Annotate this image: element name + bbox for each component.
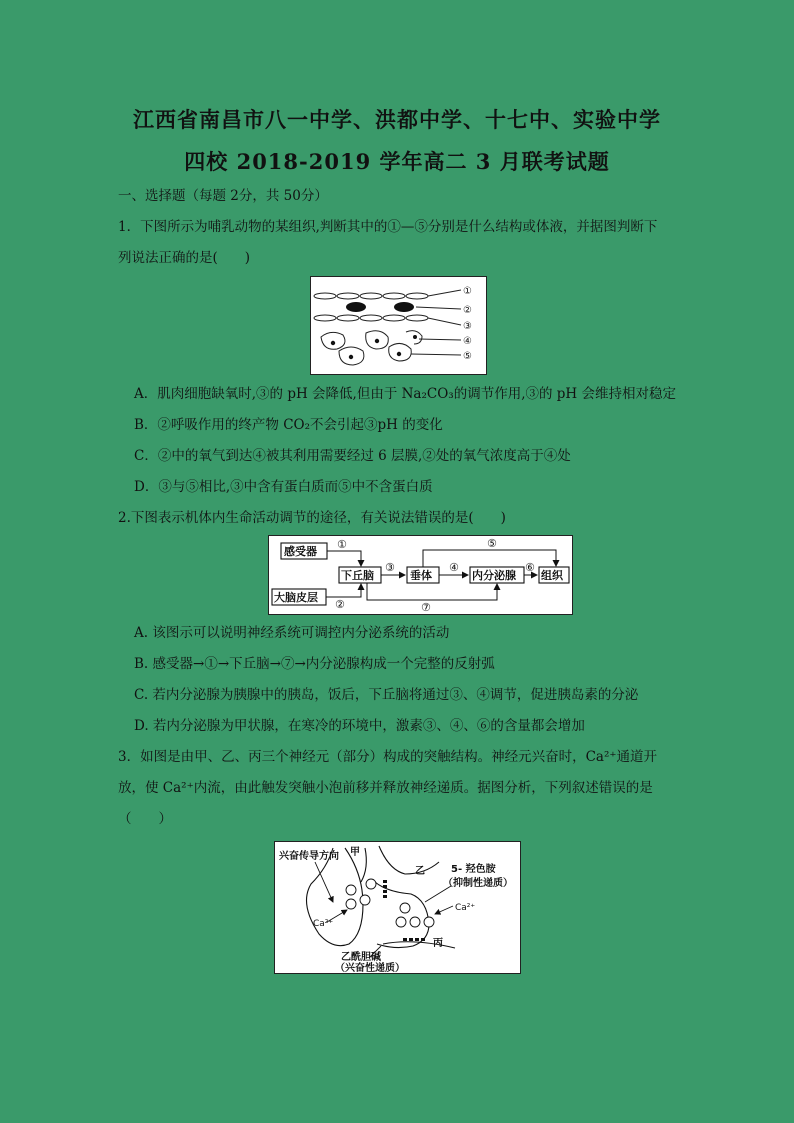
label-ach-note: （兴奋性递质）	[335, 963, 405, 973]
q2-option-a: A. 该图示可以说明神经系统可调控内分泌系统的活动	[134, 625, 450, 641]
q1-tissue-figure	[310, 276, 487, 375]
title-line-2: 四校 2018-2019 学年高二 3 月联考试题	[184, 149, 610, 174]
q2-option-d: D. 若内分泌腺为甲状腺，在寒冷的环境中，激素③、④、⑥的含量都会增加	[134, 718, 585, 734]
label-direction: 兴奋传导方向	[279, 851, 339, 862]
label-bing: 丙	[433, 938, 443, 949]
box-hypothalamus: 下丘脑	[341, 569, 374, 582]
q3-stem-line-1: 3．如图是由甲、乙、丙三个神经元（部分）构成的突触结构。神经元兴奋时，Ca²⁺通道开	[118, 749, 658, 765]
q1-option-c: C．②中的氧气到达④被其利用需要经过 6 层膜,②处的氧气浓度高于④处	[134, 448, 571, 464]
label-4: ④	[463, 336, 472, 347]
arrow-4: ④	[449, 561, 459, 574]
q1-option-a: A．肌肉细胞缺氧时,③的 pH 会降低,但由于 Na₂CO₃的调节作用,③的 pH 会维持相对稳定	[134, 386, 676, 402]
box-receptor: 感受器	[284, 545, 317, 558]
q2-option-b: B. 感受器→①→下丘脑→⑦→内分泌腺构成一个完整的反射弧	[134, 656, 495, 672]
q1-option-b: B．②呼吸作用的终产物 CO₂不会引起③pH 的变化	[134, 417, 443, 433]
q3-synapse-figure	[274, 841, 521, 974]
q3-stem-line-3: （ ）	[118, 811, 172, 827]
q1-stem-line-2: 列说法正确的是( )	[118, 250, 251, 266]
label-ach: 乙酰胆碱	[341, 952, 381, 963]
label-jia: 甲	[350, 847, 360, 858]
label-5: ⑤	[463, 351, 472, 362]
label-serotonin: 5- 羟色胺	[451, 864, 496, 875]
box-tissue: 组织	[541, 569, 563, 582]
q3-stem-line-2: 放，使 Ca²⁺内流，由此触发突触小泡前移并释放神经递质。据图分析，下列叙述错误的是	[118, 780, 653, 796]
arrow-5: ⑤	[487, 537, 497, 550]
synapse-diagram	[275, 842, 520, 973]
box-pituitary: 垂体	[410, 569, 432, 582]
box-endocrine: 内分泌腺	[472, 569, 516, 582]
q1-stem-line-1: 1．下图所示为哺乳动物的某组织,判断其中的①—⑤分别是什么结构或体液，并据图判断下	[118, 219, 658, 235]
label-serotonin-note: （抑制性递质）	[443, 878, 513, 889]
arrow-3: ③	[385, 561, 395, 574]
label-yi: 乙	[415, 866, 425, 877]
regulation-diagram	[269, 536, 572, 614]
label-3: ③	[463, 321, 472, 332]
label-ca-left: Ca²⁺	[313, 919, 334, 929]
q1-option-d: D．③与⑤相比,③中含有蛋白质而⑤中不含蛋白质	[134, 479, 433, 495]
arrow-6: ⑥	[525, 561, 535, 574]
arrow-7: ⑦	[421, 601, 431, 614]
q2-regulation-figure	[268, 535, 573, 615]
arrow-1: ①	[337, 538, 347, 551]
q2-stem: 2.下图表示机体内生命活动调节的途径，有关说法错误的是( )	[118, 510, 506, 526]
q2-option-c: C. 若内分泌腺为胰腺中的胰岛，饭后，下丘脑将通过③、④调节，促进胰岛素的分泌	[134, 687, 639, 703]
label-1: ①	[463, 286, 472, 297]
arrow-2: ②	[335, 598, 345, 611]
tissue-diagram	[311, 277, 486, 374]
label-2: ②	[463, 305, 472, 316]
box-cortex: 大脑皮层	[274, 591, 318, 604]
label-ca-right: Ca²⁺	[455, 903, 476, 913]
title-line-1: 江西省南昌市八一中学、洪都中学、十七中、实验中学	[133, 107, 661, 132]
section-heading: 一、选择题（每题 2分，共 50分）	[118, 188, 328, 204]
